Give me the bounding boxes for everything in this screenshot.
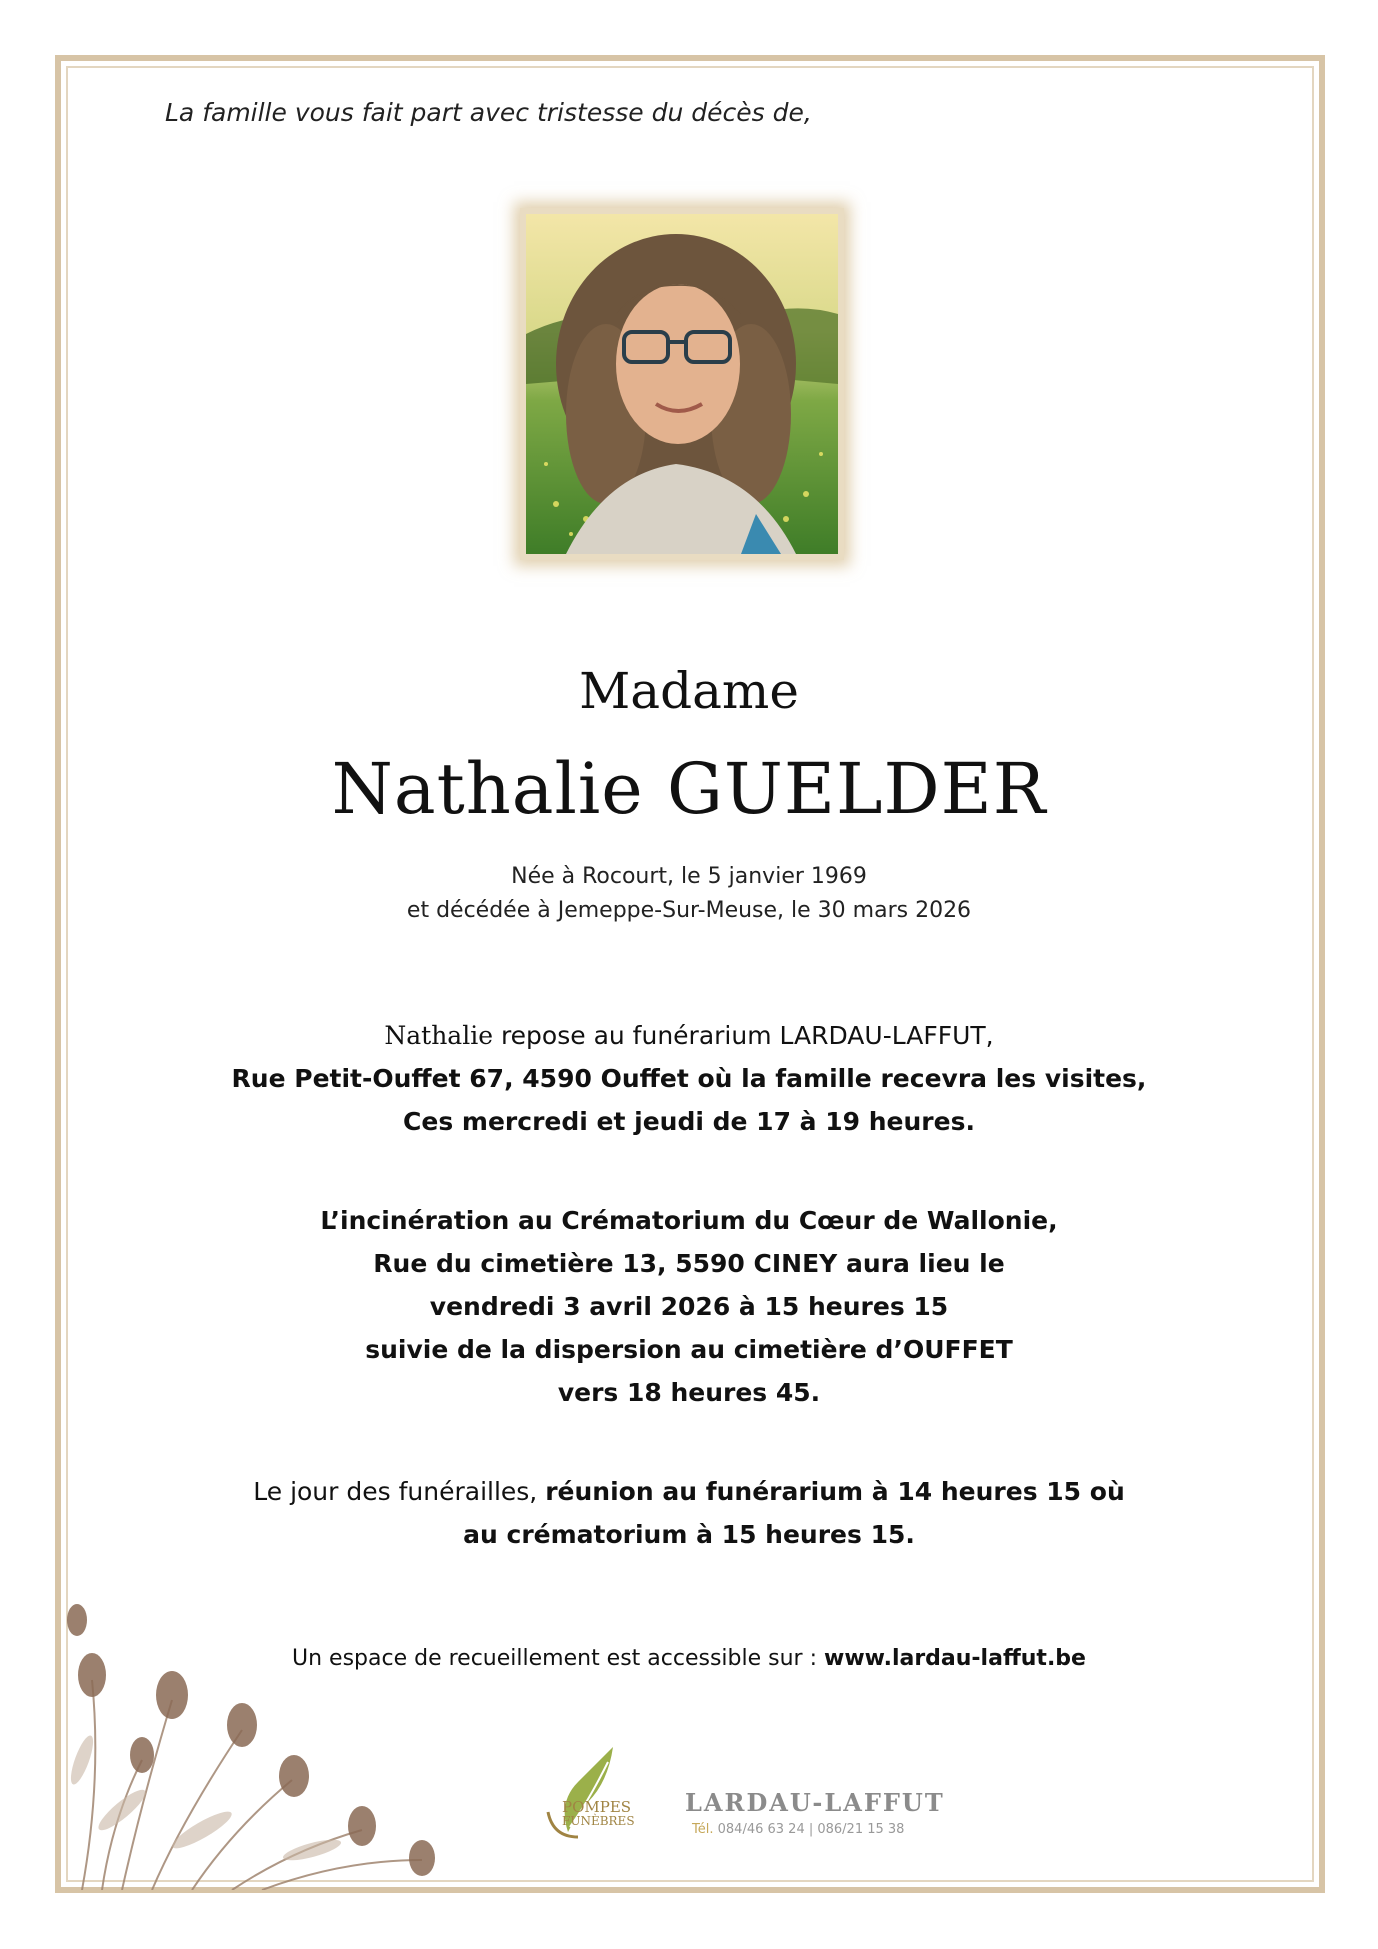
meeting-block — [0, 1470, 1378, 1556]
pompes-funebres-text — [562, 1800, 635, 1828]
honorific-title: Madame — [579, 662, 799, 720]
cremation-line-5: vers 18 heures 45. — [557, 1378, 821, 1407]
memorial-website-link[interactable]: www.lardau-laffut.be — [824, 1646, 1086, 1671]
portrait-frame — [520, 208, 844, 560]
visitation-line-1 — [0, 1014, 1378, 1057]
meeting-bold-2: au crématorium à 15 heures 15. — [463, 1520, 915, 1549]
portrait-photo — [526, 214, 838, 554]
visitation-block — [0, 1014, 1378, 1143]
visitation-first-name: Nathalie — [384, 1021, 493, 1050]
cremation-line-2: Rue du cimetière 13, 5590 CINEY aura lieu le — [373, 1249, 1005, 1278]
intro-text: La famille vous fait part avec tristesse du décès de, — [165, 98, 812, 127]
life-dates — [0, 860, 1378, 928]
cremation-line-1: L’incinération au Crématorium du Cœur de Wallonie, — [320, 1206, 1058, 1235]
funebres-line: FUNÈBRES — [562, 1814, 635, 1828]
phone-label: Tél. — [692, 1822, 714, 1837]
birth-line: Née à Rocourt, le 5 janvier 1969 — [511, 864, 867, 889]
meeting-line-1 — [0, 1470, 1378, 1513]
meeting-prefix: Le jour des funérailles, — [253, 1477, 546, 1506]
dried-flowers-decoration — [62, 1560, 532, 1890]
meeting-bold-1: réunion au funérarium à 14 heures 15 où — [545, 1477, 1125, 1506]
cremation-line-3: vendredi 3 avril 2026 à 15 heures 15 — [429, 1292, 949, 1321]
phone-line — [692, 1822, 904, 1837]
pompes-line: POMPES — [562, 1798, 632, 1816]
deceased-name: Nathalie GUELDER — [331, 748, 1047, 830]
visitation-line-1-rest: repose au funérarium LARDAU-LAFFUT, — [493, 1021, 994, 1050]
company-logo-text: LARDAU-LAFFUT — [685, 1788, 945, 1817]
death-line: et décédée à Jemeppe-Sur-Meuse, le 30 mars 2026 — [406, 898, 972, 923]
cremation-line-4: suivie de la dispersion au cimetière d’OUFFET — [365, 1335, 1013, 1364]
online-prefix: Un espace de recueillement est accessible sur : — [292, 1646, 825, 1671]
cremation-block — [0, 1199, 1378, 1414]
visitation-line-2: Rue Petit-Ouffet 67, 4590 Ouffet où la famille recevra les visites, — [231, 1064, 1147, 1093]
visitation-line-3: Ces mercredi et jeudi de 17 à 19 heures. — [403, 1107, 975, 1136]
phone-numbers: 084/46 63 24 | 086/21 15 38 — [717, 1822, 905, 1837]
